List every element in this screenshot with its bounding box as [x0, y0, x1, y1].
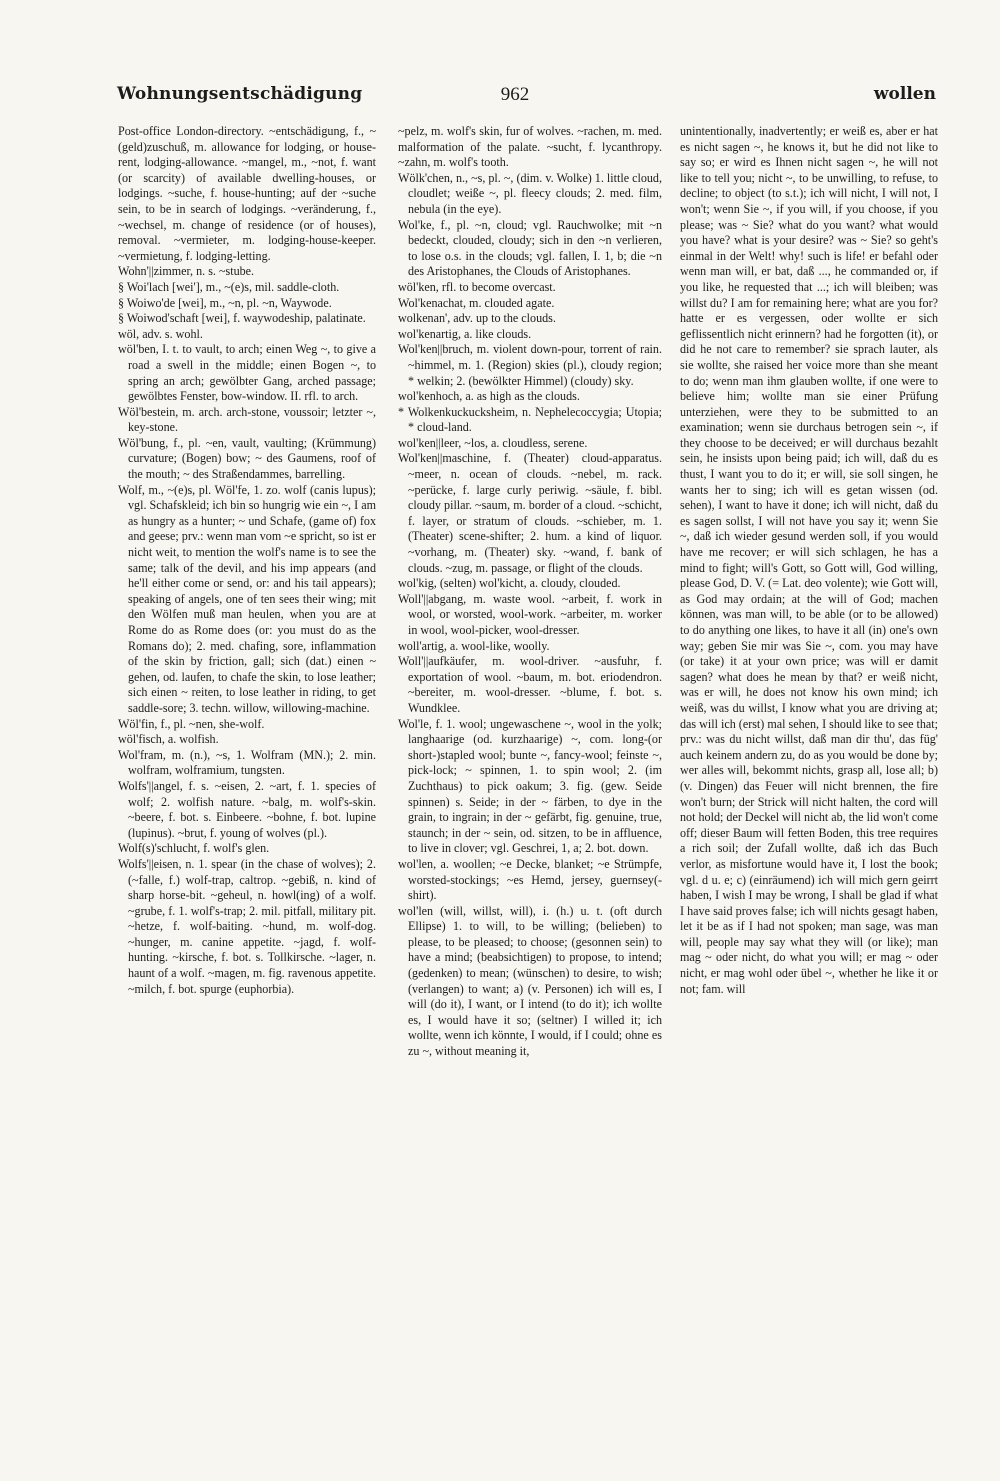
entry: § Woiwo'de [wei], m., ~n, pl. ~n, Waywode.	[118, 295, 332, 310]
entry: § Woi'lach [wei'], m., ~(e)s, mil. saddle-cloth.	[118, 279, 340, 294]
entry: wolkenan', adv. up to the clouds.	[398, 311, 556, 326]
column-2	[398, 124, 662, 1454]
page-number: 962	[500, 84, 530, 105]
entry: wol'ken||leer, ~los, a. cloudless, serene.	[398, 435, 588, 450]
entry: Wohn'||zimmer, n. s. ~stube.	[118, 264, 255, 279]
running-head-left: Wohnungsentschädigung	[117, 84, 363, 104]
entry: Wolfs'||eisen, n. 1. spear (in the chase of wolves); 2. (~falle, f.) wolf-trap, caltrop. ~gebiß, n. kind of sharp horse-bit. ~geheul, n. howl(ing) of a wolf. ~grube, f. 1. wolf's-trap; 2. mil. pitfall, military pit. ~hetze, f. wolf-baiting. ~hund, m. wolf-dog. ~hunger, m. canine appetite. ~jagd, f. wolf-hunting. ~kirsche, f. bot. s. Tollkirsche. ~lager, n. haunt of a wolf. ~magen, m. fig. ravenous appetite. ~milch, f. bot. spurge (euphorbia).	[118, 856, 376, 996]
entry: Wolf, m., ~(e)s, pl. Wöl'fe, 1. zo. wolf (canis lupus); vgl. Schafskleid; ich bin so hungrig wie ein ~, I am as hungry as a hunter; ~ und Schafe, (game of) fox and geese; prv.: wenn man vom ~e spricht, so ist er nicht weit, to mention the wolf's name is to see the same; talk of the devil, and his imp appears (and he'll either come or send, or: and his tail appears); speaking of angels, one of ten sees their wing; mit den Wölfen muß man heulen, when you are at Rome do as Rome does (or: you must do as the Romans do); 2. med. chafing, sore, inflammation of the skin by friction, gall; sich (dat.) einen ~ gehen, od. laufen, to chafe the skin, to lose leather; sich einen ~ reiten, to lose leather in riding, to get saddle-sore; 3. techn. willow, willowing-machine.	[118, 482, 376, 715]
entry: wöl'fisch, a. wolfish.	[118, 732, 219, 747]
entry: wöl'ken, rfl. to become overcast.	[398, 279, 556, 294]
entry: wol'kig, (selten) wol'kicht, a. cloudy, clouded.	[398, 576, 621, 591]
entry: * Wolkenkuckucksheim, n. Nephelecoccygia; Utopia; * cloud-land.	[398, 404, 662, 435]
entry: woll'artig, a. wool-like, woolly.	[398, 638, 550, 653]
entry: Wöl'bung, f., pl. ~en, vault, vaulting; (Krümmung) curvature; (Bogen) bow; ~ des Gaumens, roof of the mouth; ~ des Straßendammes, barrelling.	[118, 435, 376, 482]
entry: wol'len (will, willst, will), i. (h.) u. t. (oft durch Ellipse) 1. to will, to be willing; (belieben) to please, to be pleased; to choose; (gesonnen sein) to have a mind; (beabsichtigen) to propose, to intend; (gedenken) to mean; (wünschen) to desire, to wish; (verlangen) to want; a) (v. Personen) ich will es, I will (do it), I want, or I intend (to do it); ich wollte es, I would have it so; (seltner) I willed it; ich wollte, wenn ich könnte, I would, if I could; ohne es zu ~, without meaning it,	[398, 903, 662, 1059]
entry: Wol'ken||maschine, f. (Theater) cloud-apparatus. ~meer, n. ocean of clouds. ~nebel, m. rack. ~perücke, f. large curly periwig. ~säule, f. bibl. cloudy pillar. ~saum, m. border of a cloud. ~schicht, f. layer, or stratum of clouds. ~schieber, m. 1. (Theater) scene-shifter; 2. hum. a kind of liquor. ~vorhang, m. (Theater) sky. ~wand, f. bank of clouds. ~zug, m. passage, or flight of the clouds.	[398, 451, 662, 575]
entry: Wol'kenachat, m. clouded agate.	[398, 295, 555, 310]
entry: Wölk'chen, n., ~s, pl. ~, (dim. v. Wolke) 1. little cloud, cloudlet; weiße ~, pl. fleecy clouds; 2. med. film, nebula (in the eye).	[398, 170, 662, 216]
entry: Wol'fram, m. (n.), ~s, 1. Wolfram (MN.); 2. min. wolfram, wolframium, tungsten.	[118, 747, 376, 778]
running-head-right: wollen	[873, 84, 936, 104]
entry: wol'len, a. woollen; ~e Decke, blanket; ~e Strümpfe, worsted-stockings; ~es Hemd, jersey, guernsey(-shirt).	[398, 856, 662, 903]
column-1	[118, 124, 376, 1454]
entry: unintentionally, inadvertently; er weiß es, aber er hat es nicht sagen ~, he knows it, but he did not like to say so; er wird es Ihnen nicht sagen ~, he will not like to tell you; nicht ~, to be unwilling, to refuse, to decline; to object (to s.t.); ich will nicht, I will not, I won't; wenn Sie ~, if you will, if you choose, if you please; was ~ Sie? what do you want? what would you have? what is your desire? was ~ Sie? so geht's einmal in der Welt! why! such is life! er befahl oder wenn man will, er bat, daß ..., he commanded or, if you like, he requested that ...; ich will bleiben; was willst du? I am for remaining here; what are you for? hatte er es vergessen, oder wollte er sich geflissentlich nicht erinnern? had he forgotten (it), or did he not care to remember? sie sprach lauter, als sie wollte, she raised her voice more than she meant to do; wenn man ihm glauben wollte, if one were to believe him; wollte man sie einer Prüfung unterziehen, were they to be submitted to an examination; wenn sie durchaus betrogen sein ~, if they choose to be deceived; er will durchaus bezahlt sein, he insists upon being paid; ich will, daß du es thust, I want you to do it; er will, sie soll singen, he wants her to sing; ich will es getan wissen (od. sehen), I want to have it done; ich will nicht, daß du es sagen sollst, I will not have you say it; wenn Sie ~, daß ich wieder gesund werden soll, if you would have me recover; er will sich schlagen, he has a mind to fight; will's Gott, so Gott will, God willing, please God, D. V. (= Lat. deo volente); wie Gott will, as God may ordain; at the will of God; machen können, was man will, to be able (or to be allowed) to do anything one likes, to have it all (in) one's own way; geben Sie mir was Sie ~, com. you may have (or take) it at your own price; was will er damit sagen? what does he mean by that? er weiß nicht, was er will, he does not know his own mind; ich weiß, was du willst, I know what you are driving at; das will ich (erst) mal sehen, I should like to see that; prv.: was du nicht willst, daß man dir thu', das füg' auch keinem andern zu, do as you would be done by; wer alles will, bekommt nichts, grasp all, lose all; b) (v. Dingen) das Feuer will nicht brennen, the fire won't burn; der Strick will nicht halten, the cord will not hold; der Deckel will nicht ab, the lid won't come off; dieser Baum will fetten Boden, this tree requires a rich soil; der Zufall wollte, daß ich das Buch verlor, as misfortune would have it, I lost the book; vgl. d u. e; c) (einräumend) ich will mich gern geirrt haben, I wish I may be wrong, I shall be glad if what I have said proves false; ich will nichts gesagt haben, let it be as if I had not spoken; man sage, was man will, people may say what they will (or like); man mag ~ oder nicht, do what you will; er mag ~ oder nicht, er mag wohl oder übel ~, whether he like it or not; fam. will	[680, 124, 938, 996]
entry: Wolfs'||angel, f. s. ~eisen, 2. ~art, f. 1. species of wolf; 2. wolfish nature. ~balg, m. wolf's-skin. ~beere, f. bot. s. Einbeere. ~bohne, f. bot. lupine (lupinus). ~brut, f. young of wolves (pl.).	[118, 778, 376, 840]
entry: Wöl'fin, f., pl. ~nen, she-wolf.	[118, 716, 265, 731]
entry: ~pelz, m. wolf's skin, fur of wolves. ~rachen, m. med. malformation of the palate. ~sucht, f. lycanthropy. ~zahn, m. wolf's tooth.	[398, 124, 662, 170]
entry: wöl'ben, I. t. to vault, to arch; einen Weg ~, to give a road a swell in the middle; einen Bogen ~, to spring an arch; gewölbter Gang, arched passage; gewölbtes Fenster, bow-window. II. rfl. to arch.	[118, 342, 376, 404]
entry: Wol'ken||bruch, m. violent down-pour, torrent of rain. ~himmel, m. 1. (Region) skies (pl.), cloudy region; * welkin; 2. (bewölkter Himmel) (cloudy) sky.	[398, 342, 662, 388]
entry: wol'kenhoch, a. as high as the clouds.	[398, 389, 580, 404]
entry: Wolf(s)'schlucht, f. wolf's glen.	[118, 841, 270, 856]
entry: Wol'ke, f., pl. ~n, cloud; vgl. Rauchwolke; mit ~n bedeckt, clouded, cloudy; sich in den ~n verlieren, to lose o.s. in the clouds; vgl. fallen, I. 1, b; die ~n des Aristophanes, the Clouds of Aristophanes.	[398, 217, 662, 279]
entry: Woll'||abgang, m. waste wool. ~arbeit, f. work in wool, or worsted, wool-work. ~arbeiter, m. worker in wool, wool-picker, wool-dresser.	[398, 591, 662, 637]
entry: Wol'le, f. 1. wool; ungewaschene ~, wool in the yolk; langhaarige (od. kurzhaarige) ~, com. long-(or short-)stapled wool; bunte ~, fancy-wool; feinste ~, pick-lock; ~ spinnen, 1. to spin wool; 2. (im Zuchthaus) to pick oakum; 3. fig. (gew. Seide spinnen) s. Seide; in der ~ färben, to dye in the grain, to ingrain; in der ~ gefärbt, fig. genuine, true, staunch; in der ~ sein, od. sitzen, to be in affluence, to live in clover; vgl. Geschrei, 1, a; 2. bot. down.	[398, 716, 662, 856]
entry: § Woiwod'schaft [wei], f. waywodeship, palatinate.	[118, 311, 366, 326]
column-3	[680, 124, 938, 1454]
entry: Wöl'bestein, m. arch. arch-stone, voussoir; letzter ~, key-stone.	[118, 404, 376, 435]
entry: wol'kenartig, a. like clouds.	[398, 326, 532, 341]
entry: Woll'||aufkäufer, m. wool-driver. ~ausfuhr, f. exportation of wool. ~baum, m. bot. eriodendron. ~bereiter, m. wool-dresser. ~blume, f. bot. s. Wundklee.	[398, 654, 662, 715]
entry: wöl, adv. s. wohl.	[118, 326, 203, 341]
entry: Post-office London-directory. ~entschädigung, f., ~(geld)zuschuß, m. allowance for lodging, or house-rent, lodging-allowance. ~mangel, m., ~not, f. want (or scarcity) of available dwelling-houses, or lodgings. ~suche, f. house-hunting; auf der ~suche sein, to be in search of lodgings. ~veränderung, f., ~wechsel, m. change of residence (or of houses), removal. ~vermieter, m. lodging-house-keeper. ~vermietung, f. lodging-letting.	[118, 124, 376, 263]
